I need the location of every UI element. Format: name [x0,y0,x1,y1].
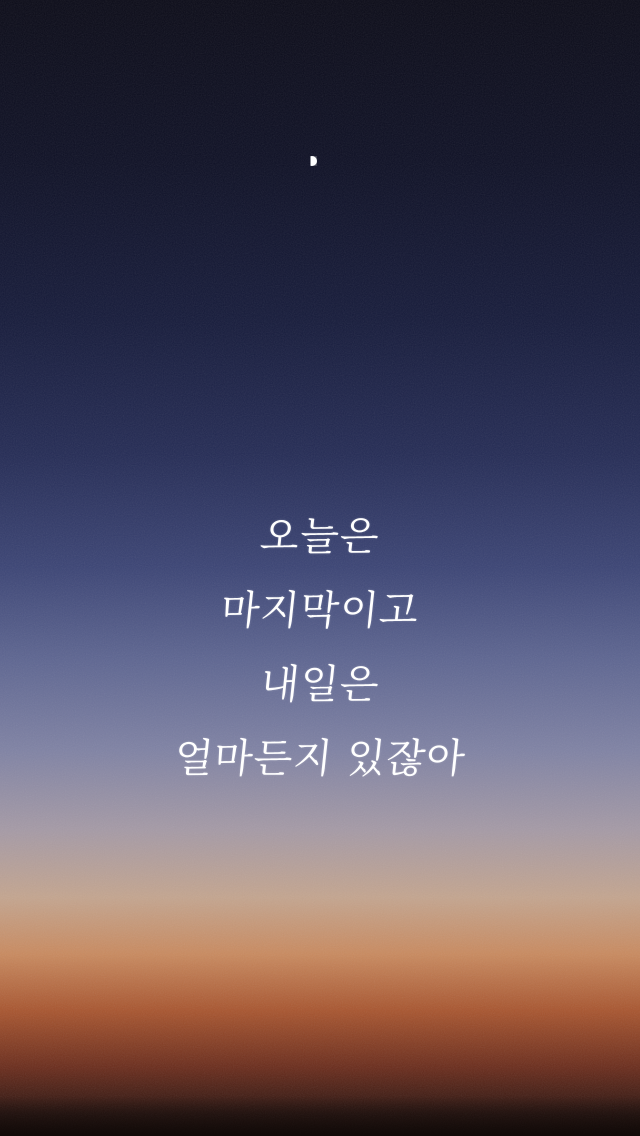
poem-line-1: 오늘은 [258,514,382,560]
poem-line-2: 마지막이고 [218,588,422,634]
crescent-moon-icon [307,156,317,166]
poem-line-4: 얼마든지 있잖아 [171,736,469,782]
handwritten-poem [0,500,640,796]
dark-horizon-band [0,1096,640,1136]
poem-line-3: 내일은 [258,662,382,708]
